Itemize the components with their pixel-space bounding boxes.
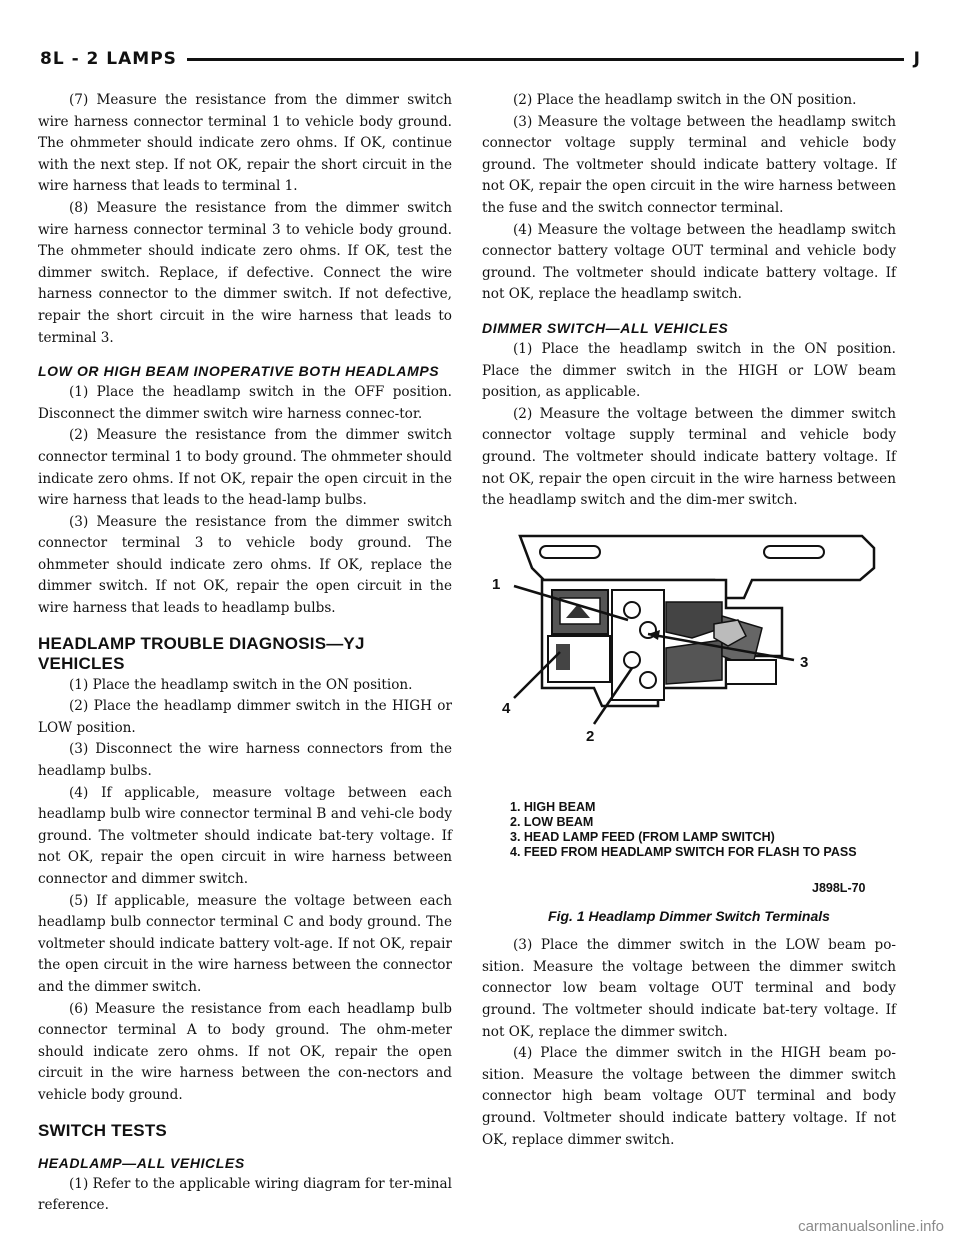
- section-heading-yj-diagnosis: HEADLAMP TROUBLE DIAGNOSIS—YJ VEHICLES: [38, 633, 365, 673]
- paragraph: (2) Place the headlamp dimmer switch in the HIGH or LOW position.: [38, 698, 452, 736]
- figure-caption: Fig. 1 Headlamp Dimmer Switch Terminals: [548, 907, 830, 924]
- paragraph: (1) Place the headlamp switch in the OFF position. Disconnect the dimmer switch wire harness connec-tor.: [38, 384, 452, 422]
- legend-item: 4. FEED FROM HEADLAMP SWITCH FOR FLASH TO PASS: [510, 844, 857, 859]
- paragraph: (7) Measure the resistance from the dimmer switch wire harness connector terminal 1 to vehicle body ground. The ohmmeter should indicate zero ohms. If OK, continue with the next step. If not OK, repair the short circuit in the wire harness that leads to terminal 1.: [38, 92, 452, 195]
- subsection-heading-low-high-beam: LOW OR HIGH BEAM INOPERATIVE BOTH HEADLAMPS: [38, 363, 440, 380]
- paragraph: (1) Place the headlamp switch in the ON position. Place the dimmer switch in the HIGH or LOW beam position, as applicable.: [482, 340, 896, 401]
- paragraph: (4) Place the dimmer switch in the HIGH beam po-sition. Measure the voltage between the dimmer switch connector high beam voltage OUT terminal and body ground. Voltmeter should indicate battery voltage. If not OK, replace dimmer switch.: [482, 1045, 896, 1148]
- paragraph: (1) Refer to the applicable wiring diagram for ter-minal reference.: [38, 1175, 452, 1214]
- callout-4: 4: [502, 699, 511, 717]
- legend-item: 3. HEAD LAMP FEED (FROM LAMP SWITCH): [510, 829, 775, 844]
- dimmer-switch-figure: [482, 528, 896, 900]
- paragraph: (3) Measure the voltage between the headlamp switch connector voltage supply terminal and vehicle body ground. The voltmeter should indicate battery voltage. If not OK, repair the open circuit in the wire harness between the fuse and the switch connector terminal.: [482, 113, 896, 216]
- legend-item: 2. LOW BEAM: [510, 814, 594, 829]
- callout-3: 3: [800, 653, 809, 671]
- paragraph: (3) Disconnect the wire harness connectors from the headlamp bulbs.: [38, 741, 452, 780]
- callout-1: 1: [492, 575, 501, 593]
- paragraph: (3) Place the dimmer switch in the LOW beam po-sition. Measure the voltage between the dimmer switch connector low beam voltage OUT terminal and body ground. The voltmeter should indicate bat-tery voltage. If not OK, replace the dimmer switch.: [482, 937, 896, 1040]
- paragraph: (2) Place the headlamp switch in the ON position.: [513, 92, 857, 108]
- subsection-heading-headlamp-all: HEADLAMP—ALL VEHICLES: [38, 1154, 245, 1171]
- legend-item: 1. HIGH BEAM: [510, 799, 596, 814]
- left-column: [38, 90, 452, 1217]
- right-column: [482, 90, 896, 1151]
- paragraph: (1) Place the headlamp switch in the ON position.: [69, 676, 413, 693]
- paragraph: (6) Measure the resistance from each headlamp bulb connector terminal A to body ground. The ohm-meter should indicate zero ohms. If not OK, repair the open circuit in the wire harness between the con-nectors and vehicle body ground.: [38, 1000, 452, 1103]
- callout-2: 2: [586, 727, 595, 745]
- page-section-label: 8L - 2 LAMPS: [40, 46, 187, 72]
- paragraph: (2) Measure the voltage between the dimmer switch connector voltage supply terminal and vehicle body ground. The voltmeter should indicate battery voltage. If not OK, repair the open circuit in the wire harness between the headlamp switch and the dim-mer switch.: [482, 405, 896, 509]
- subsection-heading-dimmer-switch: DIMMER SWITCH—ALL VEHICLES: [482, 319, 729, 336]
- paragraph: (4) Measure the voltage between the headlamp switch connector battery voltage OUT terminal and vehicle body ground. The voltmeter should indicate battery voltage. If not OK, replace the headlamp switch.: [482, 221, 896, 303]
- manual-letter: J: [904, 46, 920, 72]
- figure-legend: [510, 800, 857, 860]
- figure-code: J898L-70: [812, 880, 866, 895]
- paragraph: (4) If applicable, measure voltage between each headlamp bulb wire connector terminal B and vehi-cle body ground. The voltmeter should indicate bat-tery voltage. If not OK, repair the open circuit in wire harness between connector and dimmer switch.: [38, 784, 452, 887]
- paragraph: (2) Measure the resistance from the dimmer switch connector terminal 1 to body ground. The ohmmeter should indicate zero ohms. If not OK, repair the open circuit in the wire harness that leads to the head-lamp bulbs.: [38, 427, 452, 509]
- section-heading-switch-tests: SWITCH TESTS: [38, 1120, 167, 1140]
- paragraph: (5) If applicable, measure the voltage between each headlamp bulb connector terminal C and body ground. The voltmeter should indicate battery volt-age. If not OK, repair the open circuit in the wire harness between the connector and the dimmer switch.: [38, 892, 452, 995]
- paragraph: (3) Measure the resistance from the dimmer switch connector terminal 3 to vehicle body ground. The ohmmeter should indicate zero ohms. If OK, replace the dimmer switch. If not OK, repair the open circuit in the wire harness that leads to headlamp bulbs.: [38, 513, 452, 617]
- dimmer-switch-drawing: [482, 528, 896, 788]
- page-header: [40, 46, 920, 76]
- watermark: carmanualsonline.info: [798, 1218, 944, 1235]
- paragraph: (8) Measure the resistance from the dimmer switch wire harness connector terminal 3 to vehicle body ground. The ohmmeter should indicate zero ohms. If OK, test the dimmer switch. Replace, if defective. Connect the wire harness connector to the dimmer switch. If not defective, repair the short circuit in the wire harness that leads to terminal 3.: [38, 199, 452, 346]
